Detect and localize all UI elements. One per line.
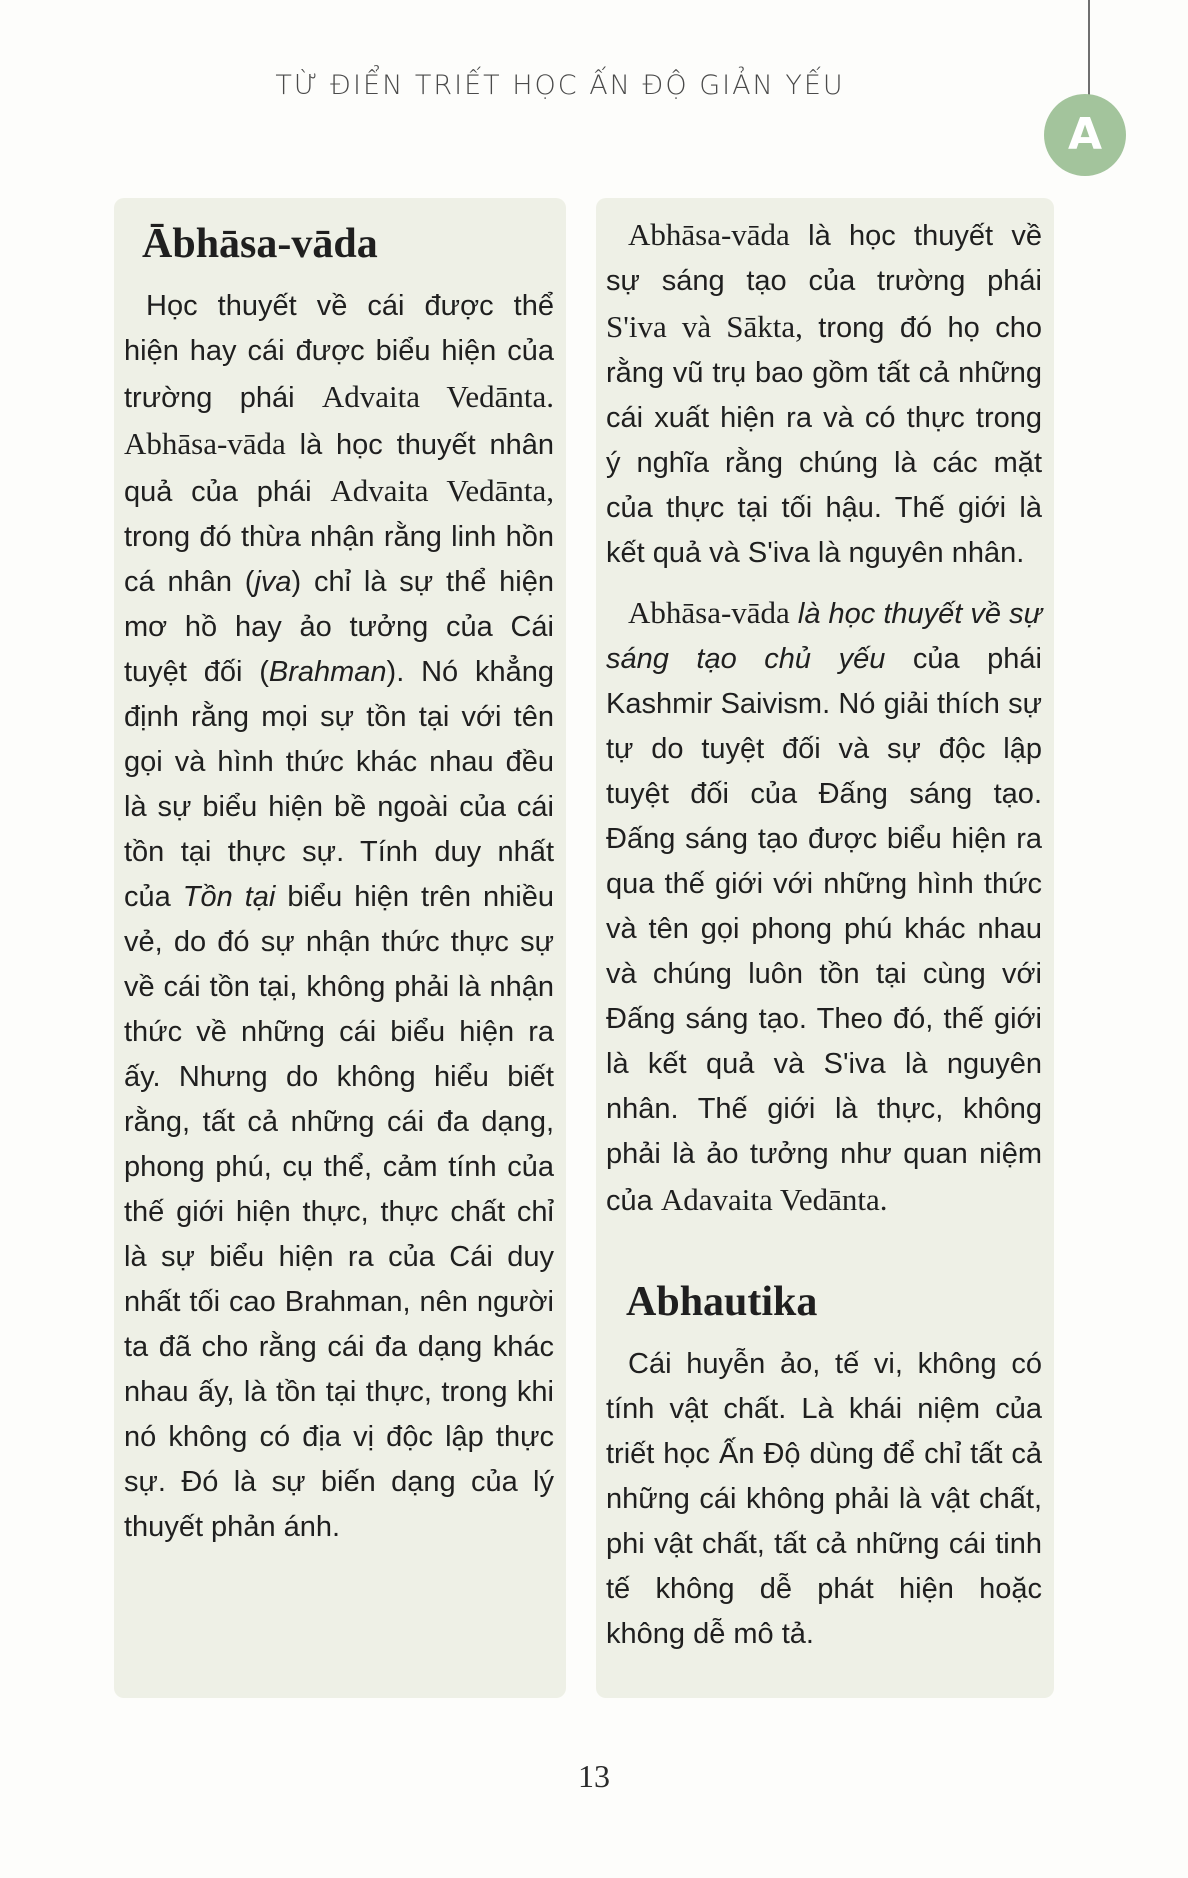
- entry-paragraph: Abhāsa-vāda là học thuyết về sự sáng tạo của trường phái S'iva và Sākta, trong đó họ cho rằng vũ trụ bao gồm tất cả những cái xuất hiện ra và có thực trong ý nghĩa rằng chúng là các mặt của thực tại tối hậu. Thế giới là kết quả và S'iva là nguyên nhân.: [606, 217, 1042, 569]
- entry-heading-abhasa-vada: Ābhāsa-vāda: [142, 221, 378, 267]
- entry-paragraph: Cái huyễn ảo, tế vi, không có tính vật chất. Là khái niệm của triết học Ấn Độ dùng để chỉ tất cả những cái không phải là vật chất, phi vật chất, tất cả những cái tinh tế không dễ phát hiện hoặc không dễ mô tả.: [606, 1348, 1042, 1650]
- running-header: TỪ ĐIỂN TRIẾT HỌC ẤN ĐỘ GIẢN YẾU: [275, 70, 845, 101]
- header-rule: [1088, 0, 1090, 96]
- entry-heading-abhautika: Abhautika: [626, 1279, 818, 1325]
- section-letter-badge: A: [1044, 94, 1126, 176]
- entry-paragraph: Học thuyết về cái được thể hiện hay cái được biểu hiện của trường phái Advaita Vedānta. Abhāsa-vāda là học thuyết nhân quả của phái Advaita Vedānta, trong đó thừa nhận rằng linh hồn cá nhân (jva) chỉ là sự thể hiện mơ hồ hay ảo tưởng của Cái tuyệt đối (Brahman). Nó khẳng định rằng mọi sự tồn tại với tên gọi và hình thức khác nhau đều là sự biểu hiện bề ngoài của cái tồn tại thực sự. Tính duy nhất của Tồn tại biểu hiện trên nhiều vẻ, do đó sự nhận thức thực sự về cái tồn tại, không phải là nhận thức về những cái biểu hiện ra ấy. Nhưng do không hiểu biết rằng, tất cả những cái đa dạng, phong phú, cụ thể, cảm tính của thế giới hiện thực, thực chất chỉ là sự biểu hiện ra của Cái duy nhất tối cao Brahman, nên người ta đã cho rằng cái đa dạng khác nhau ấy, là tồn tại thực, trong khi nó không có địa vị độc lập thực sự. Đó là sự biến dạng của lý thuyết phản ánh.: [124, 290, 554, 1543]
- page-number: 13: [578, 1758, 610, 1794]
- entry-paragraph: Abhāsa-vāda là học thuyết về sự sáng tạo chủ yếu của phái Kashmir Saivism. Nó giải thích sự tự do tuyệt đối và sự độc lập tuyệt đối của Đấng sáng tạo. Đấng sáng tạo được biểu hiện ra qua thế giới với những hình thức và tên gọi phong phú khác nhau và chúng luôn tồn tại cùng với Đấng sáng tạo. Theo đó, thế giới là kết quả và S'iva là nguyên nhân. Thế giới là thực, không phải là ảo tưởng như quan niệm của Adavaita Vedānta.: [606, 595, 1042, 1217]
- left-column: [124, 206, 554, 1550]
- right-column: [606, 206, 1042, 1657]
